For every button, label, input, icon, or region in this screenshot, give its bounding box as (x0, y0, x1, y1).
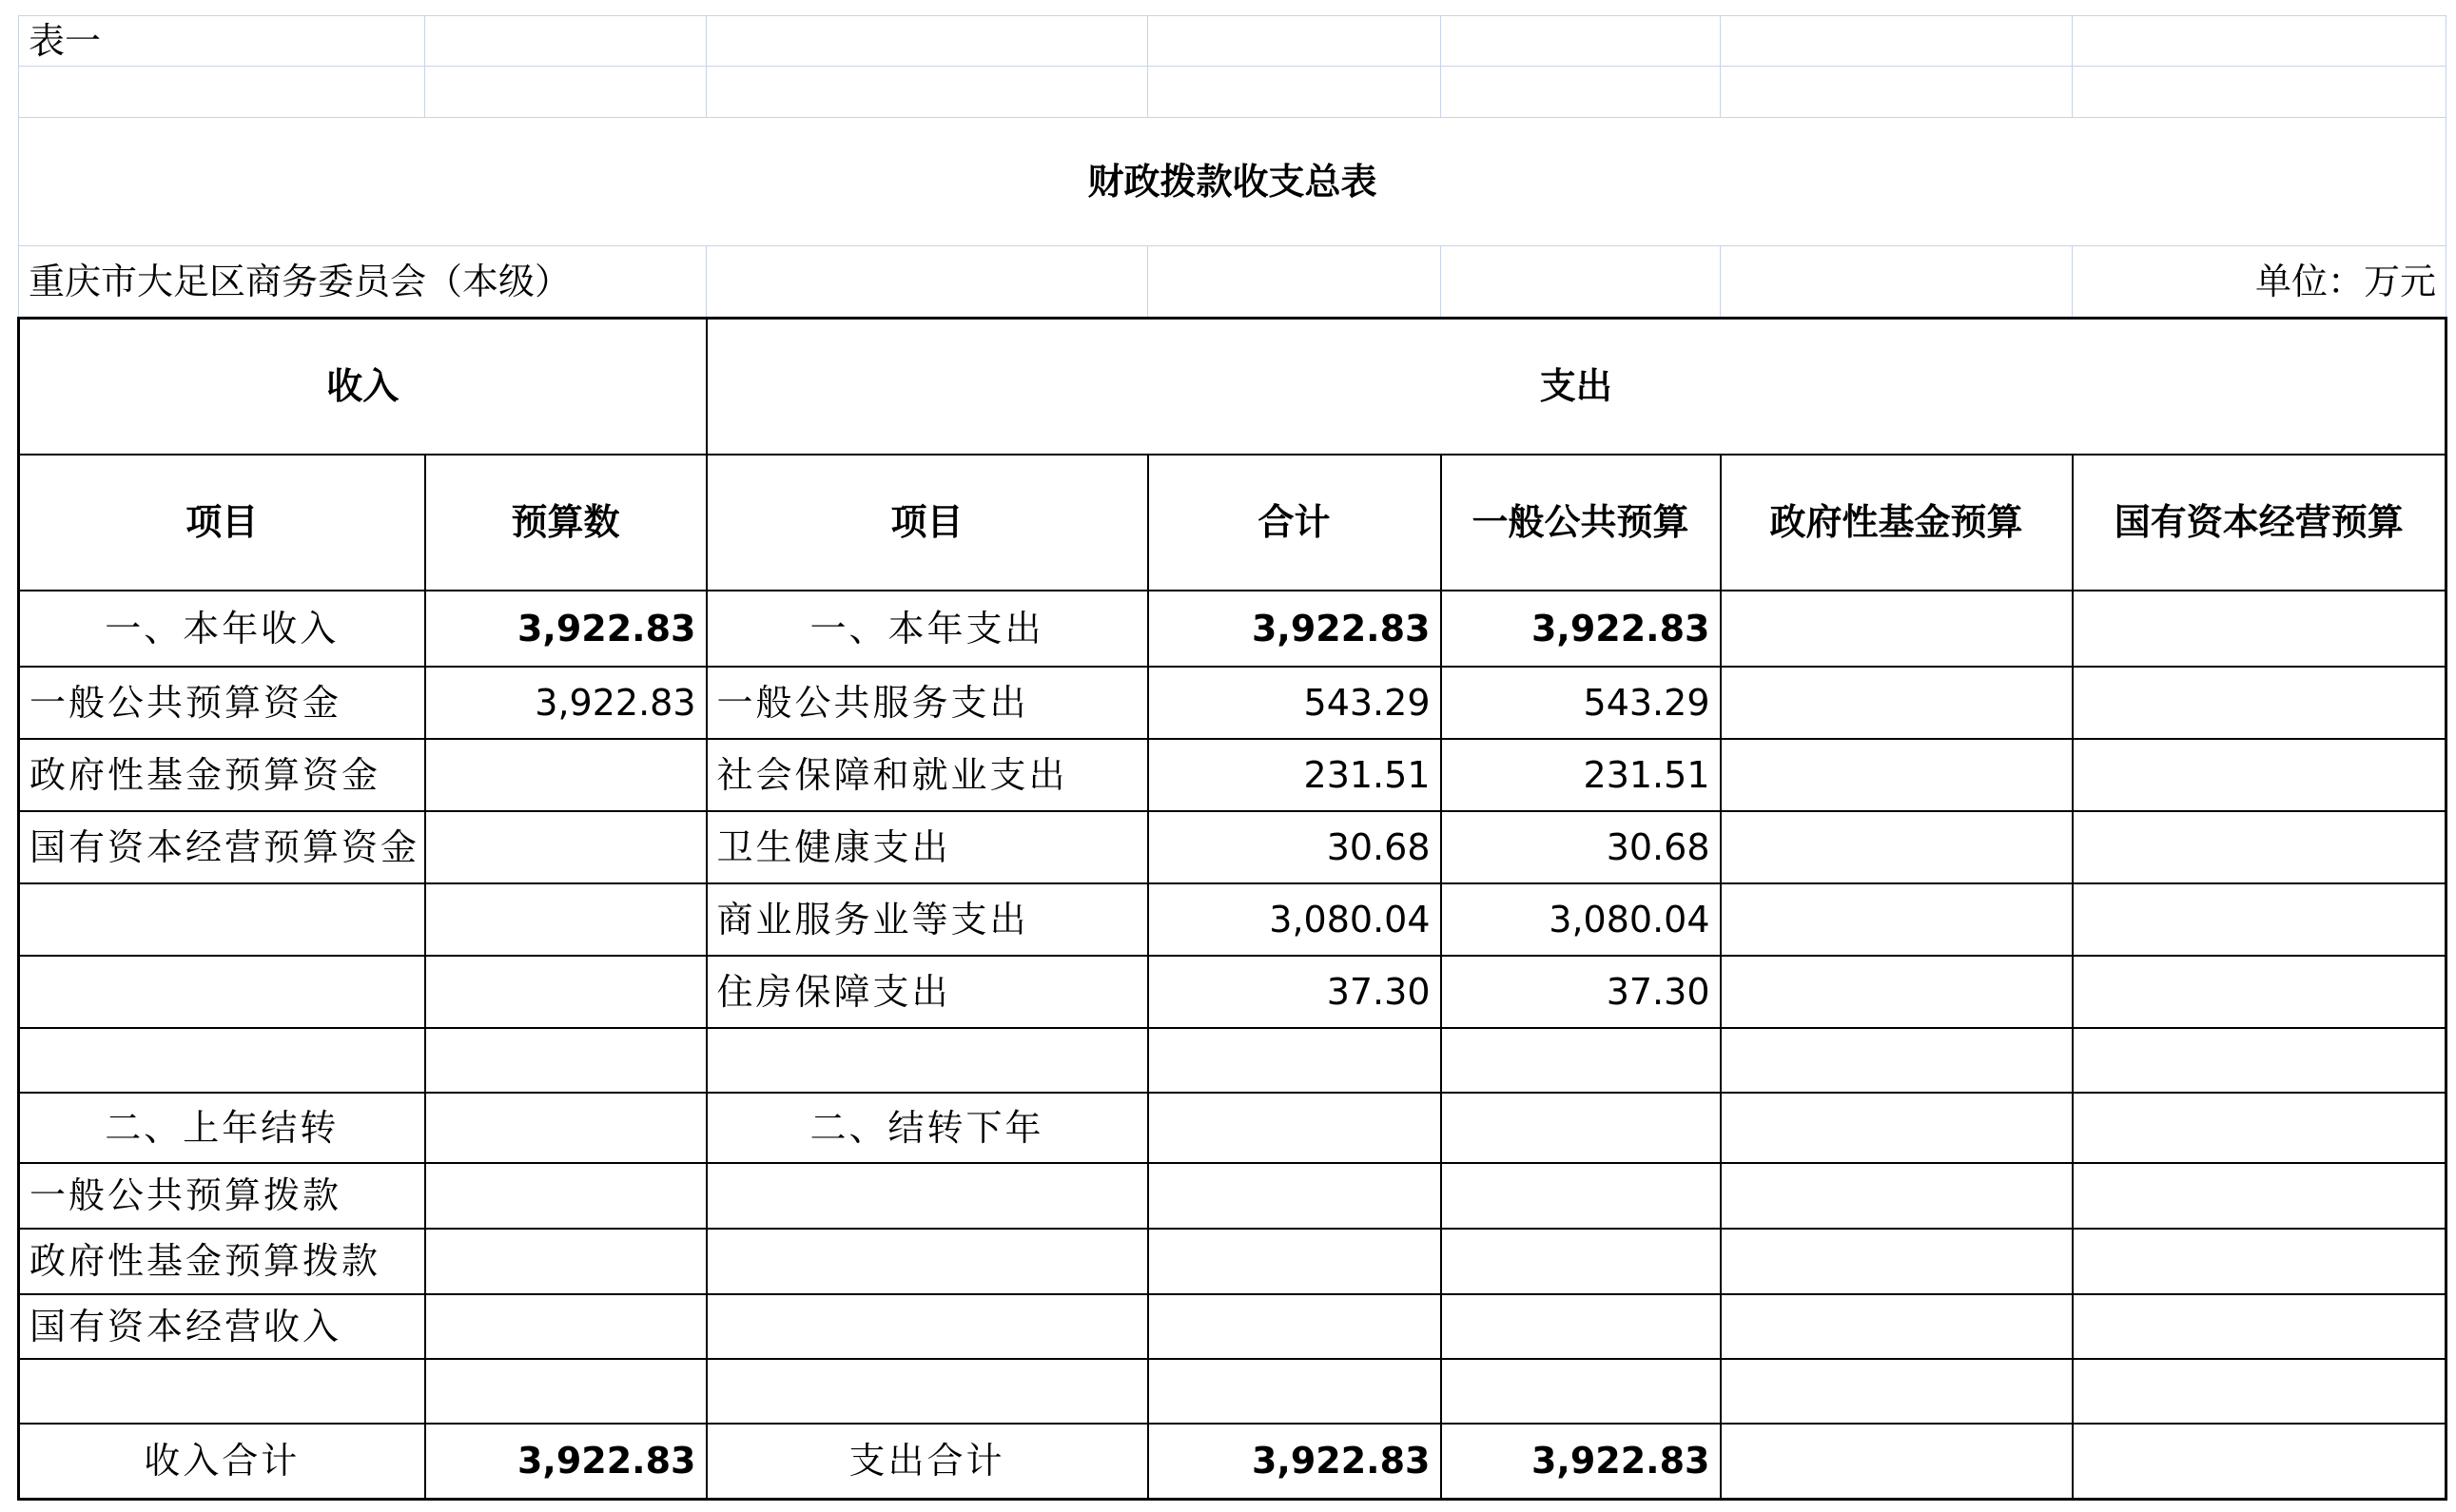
fund-budget-cell[interactable] (1721, 1229, 2073, 1294)
expense-label-cell[interactable]: 卫生健康支出 (707, 811, 1148, 883)
income-label-cell[interactable]: 国有资本经营预算资金 (19, 811, 425, 883)
unit-label[interactable]: 单位：万元 (2073, 246, 2446, 319)
empty-cell[interactable] (707, 67, 1148, 118)
income-value-cell[interactable]: 3,922.83 (425, 591, 707, 667)
state-capital-total-value[interactable] (2073, 1424, 2446, 1500)
fund-budget-cell[interactable] (1721, 1028, 2073, 1093)
expense-total-cell[interactable]: 543.29 (1148, 667, 1441, 739)
expense-total-cell[interactable]: 231.51 (1148, 739, 1441, 811)
expense-label-cell[interactable] (707, 1359, 1148, 1424)
income-total-label[interactable]: 收入合计 (19, 1424, 425, 1500)
general-budget-cell[interactable] (1441, 1028, 1721, 1093)
state-capital-cell[interactable] (2073, 591, 2446, 667)
expense-total-cell[interactable] (1148, 1093, 1441, 1163)
income-value-cell[interactable] (425, 1163, 707, 1229)
table-row (19, 811, 2446, 883)
empty-cell[interactable] (1441, 67, 1721, 118)
table-row (19, 956, 2446, 1028)
fund-budget-cell[interactable] (1721, 1093, 2073, 1163)
expense-total-cell[interactable]: 3,922.83 (1148, 591, 1441, 667)
general-budget-cell[interactable] (1441, 1359, 1721, 1424)
sheet-tag[interactable]: 表一 (19, 16, 425, 67)
state-capital-cell[interactable] (2073, 811, 2446, 883)
income-label-cell[interactable]: 一、本年收入 (19, 591, 425, 667)
expense-total-cell[interactable]: 30.68 (1148, 811, 1441, 883)
general-budget-cell[interactable]: 37.30 (1441, 956, 1721, 1028)
expense-total-label[interactable]: 支出合计 (707, 1424, 1148, 1500)
expense-label-cell[interactable]: 一般公共服务支出 (707, 667, 1148, 739)
empty-cell[interactable] (707, 246, 1148, 319)
general-budget-header[interactable]: 一般公共预算 (1441, 455, 1721, 591)
income-value-cell[interactable] (425, 1229, 707, 1294)
income-label-cell[interactable]: 国有资本经营收入 (19, 1294, 425, 1359)
income-value-cell[interactable] (425, 811, 707, 883)
empty-cell[interactable] (1148, 67, 1441, 118)
table-row (19, 591, 2446, 667)
fund-budget-cell[interactable] (1721, 1359, 2073, 1424)
fund-budget-cell[interactable] (1721, 956, 2073, 1028)
fund-budget-total-value[interactable] (1721, 1424, 2073, 1500)
table-row (19, 1093, 2446, 1163)
fund-budget-cell[interactable] (1721, 667, 2073, 739)
table-row (19, 883, 2446, 956)
empty-cell[interactable] (1441, 16, 1721, 67)
income-value-cell[interactable] (425, 1294, 707, 1359)
sheet-title-row (19, 118, 2446, 246)
table-row (19, 739, 2446, 811)
income-value-cell[interactable] (425, 883, 707, 956)
income-label-cell[interactable] (19, 1028, 425, 1093)
table-row (19, 1359, 2446, 1424)
expense-total-cell[interactable] (1148, 1229, 1441, 1294)
state-capital-budget-header[interactable]: 国有资本经营预算 (2073, 455, 2446, 591)
general-budget-cell[interactable]: 543.29 (1441, 667, 1721, 739)
empty-cell[interactable] (2073, 67, 2446, 118)
general-budget-cell[interactable]: 30.68 (1441, 811, 1721, 883)
income-value-cell[interactable] (425, 956, 707, 1028)
general-budget-cell[interactable] (1441, 1093, 1721, 1163)
fund-budget-cell[interactable] (1721, 811, 2073, 883)
sheet-tag-row (19, 16, 2446, 67)
sheet-meta-row (19, 246, 2446, 319)
table-row (19, 1229, 2446, 1294)
state-capital-cell[interactable] (2073, 883, 2446, 956)
expense-item-header[interactable]: 项目 (707, 455, 1148, 591)
income-label-cell[interactable] (19, 883, 425, 956)
income-value-cell[interactable] (425, 1028, 707, 1093)
income-value-cell[interactable] (425, 1093, 707, 1163)
table-row (19, 1163, 2446, 1229)
table-row (19, 1028, 2446, 1093)
column-header-row (19, 455, 2446, 591)
table-row (19, 1294, 2446, 1359)
expense-label-cell[interactable] (707, 1229, 1148, 1294)
income-label-cell[interactable] (19, 956, 425, 1028)
expense-label-cell[interactable]: 商业服务业等支出 (707, 883, 1148, 956)
fund-budget-cell[interactable] (1721, 883, 2073, 956)
expense-total-cell[interactable] (1148, 1163, 1441, 1229)
expense-section-header[interactable]: 支出 (707, 319, 2446, 455)
income-value-cell[interactable] (425, 739, 707, 811)
expense-total-cell[interactable] (1148, 1028, 1441, 1093)
income-label-cell[interactable]: 政府性基金预算拨款 (19, 1229, 425, 1294)
fund-budget-cell[interactable] (1721, 591, 2073, 667)
expense-label-cell[interactable]: 住房保障支出 (707, 956, 1148, 1028)
income-value-cell[interactable] (425, 1359, 707, 1424)
sheet-blank-row (19, 67, 2446, 118)
empty-cell[interactable] (1721, 16, 2073, 67)
empty-cell[interactable] (1148, 16, 1441, 67)
state-capital-cell[interactable] (2073, 1294, 2446, 1359)
fund-budget-cell[interactable] (1721, 739, 2073, 811)
income-section-header[interactable]: 收入 (19, 319, 707, 455)
expense-total-cell[interactable]: 37.30 (1148, 956, 1441, 1028)
organization-name[interactable]: 重庆市大足区商务委员会（本级） (19, 246, 707, 319)
income-total-value[interactable]: 3,922.83 (425, 1424, 707, 1500)
income-budget-header[interactable]: 预算数 (425, 455, 707, 591)
general-budget-total-value[interactable]: 3,922.83 (1441, 1424, 1721, 1500)
general-budget-cell[interactable]: 231.51 (1441, 739, 1721, 811)
state-capital-cell[interactable] (2073, 956, 2446, 1028)
empty-cell[interactable] (2073, 16, 2446, 67)
empty-cell[interactable] (1148, 246, 1441, 319)
expense-total-cell[interactable]: 3,080.04 (1148, 883, 1441, 956)
state-capital-cell[interactable] (2073, 1028, 2446, 1093)
income-label-cell[interactable]: 二、上年结转 (19, 1093, 425, 1163)
expense-label-cell[interactable] (707, 1294, 1148, 1359)
state-capital-cell[interactable] (2073, 739, 2446, 811)
empty-cell[interactable] (1441, 246, 1721, 319)
expense-label-cell[interactable] (707, 1028, 1148, 1093)
fund-budget-cell[interactable] (1721, 1163, 2073, 1229)
expense-total-cell[interactable] (1148, 1359, 1441, 1424)
section-header-row (19, 319, 2446, 455)
state-capital-cell[interactable] (2073, 1093, 2446, 1163)
expense-label-cell[interactable]: 一、本年支出 (707, 591, 1148, 667)
empty-cell[interactable] (425, 16, 707, 67)
expense-total-cell[interactable] (1148, 1294, 1441, 1359)
budget-sheet (17, 15, 2447, 1501)
totals-row (19, 1424, 2446, 1500)
empty-cell[interactable] (707, 16, 1148, 67)
general-budget-cell[interactable]: 3,922.83 (1441, 591, 1721, 667)
general-budget-cell[interactable] (1441, 1163, 1721, 1229)
empty-cell[interactable] (1721, 67, 2073, 118)
empty-cell[interactable] (19, 67, 425, 118)
income-label-cell[interactable]: 一般公共预算拨款 (19, 1163, 425, 1229)
table-row (19, 667, 2446, 739)
empty-cell[interactable] (425, 67, 707, 118)
expense-label-cell[interactable]: 二、结转下年 (707, 1093, 1148, 1163)
income-label-cell[interactable]: 政府性基金预算资金 (19, 739, 425, 811)
expense-total-header[interactable]: 合计 (1148, 455, 1441, 591)
fund-budget-cell[interactable] (1721, 1294, 2073, 1359)
state-capital-cell[interactable] (2073, 1359, 2446, 1424)
expense-label-cell[interactable]: 社会保障和就业支出 (707, 739, 1148, 811)
general-budget-cell[interactable] (1441, 1229, 1721, 1294)
general-budget-cell[interactable] (1441, 1294, 1721, 1359)
fund-budget-header[interactable]: 政府性基金预算 (1721, 455, 2073, 591)
income-label-cell[interactable]: 一般公共预算资金 (19, 667, 425, 739)
expense-label-cell[interactable] (707, 1163, 1148, 1229)
sheet-title[interactable]: 财政拨款收支总表 (19, 118, 2446, 246)
state-capital-cell[interactable] (2073, 667, 2446, 739)
income-item-header[interactable]: 项目 (19, 455, 425, 591)
expense-total-value[interactable]: 3,922.83 (1148, 1424, 1441, 1500)
state-capital-cell[interactable] (2073, 1229, 2446, 1294)
general-budget-cell[interactable]: 3,080.04 (1441, 883, 1721, 956)
income-label-cell[interactable] (19, 1359, 425, 1424)
income-value-cell[interactable]: 3,922.83 (425, 667, 707, 739)
state-capital-cell[interactable] (2073, 1163, 2446, 1229)
empty-cell[interactable] (1721, 246, 2073, 319)
